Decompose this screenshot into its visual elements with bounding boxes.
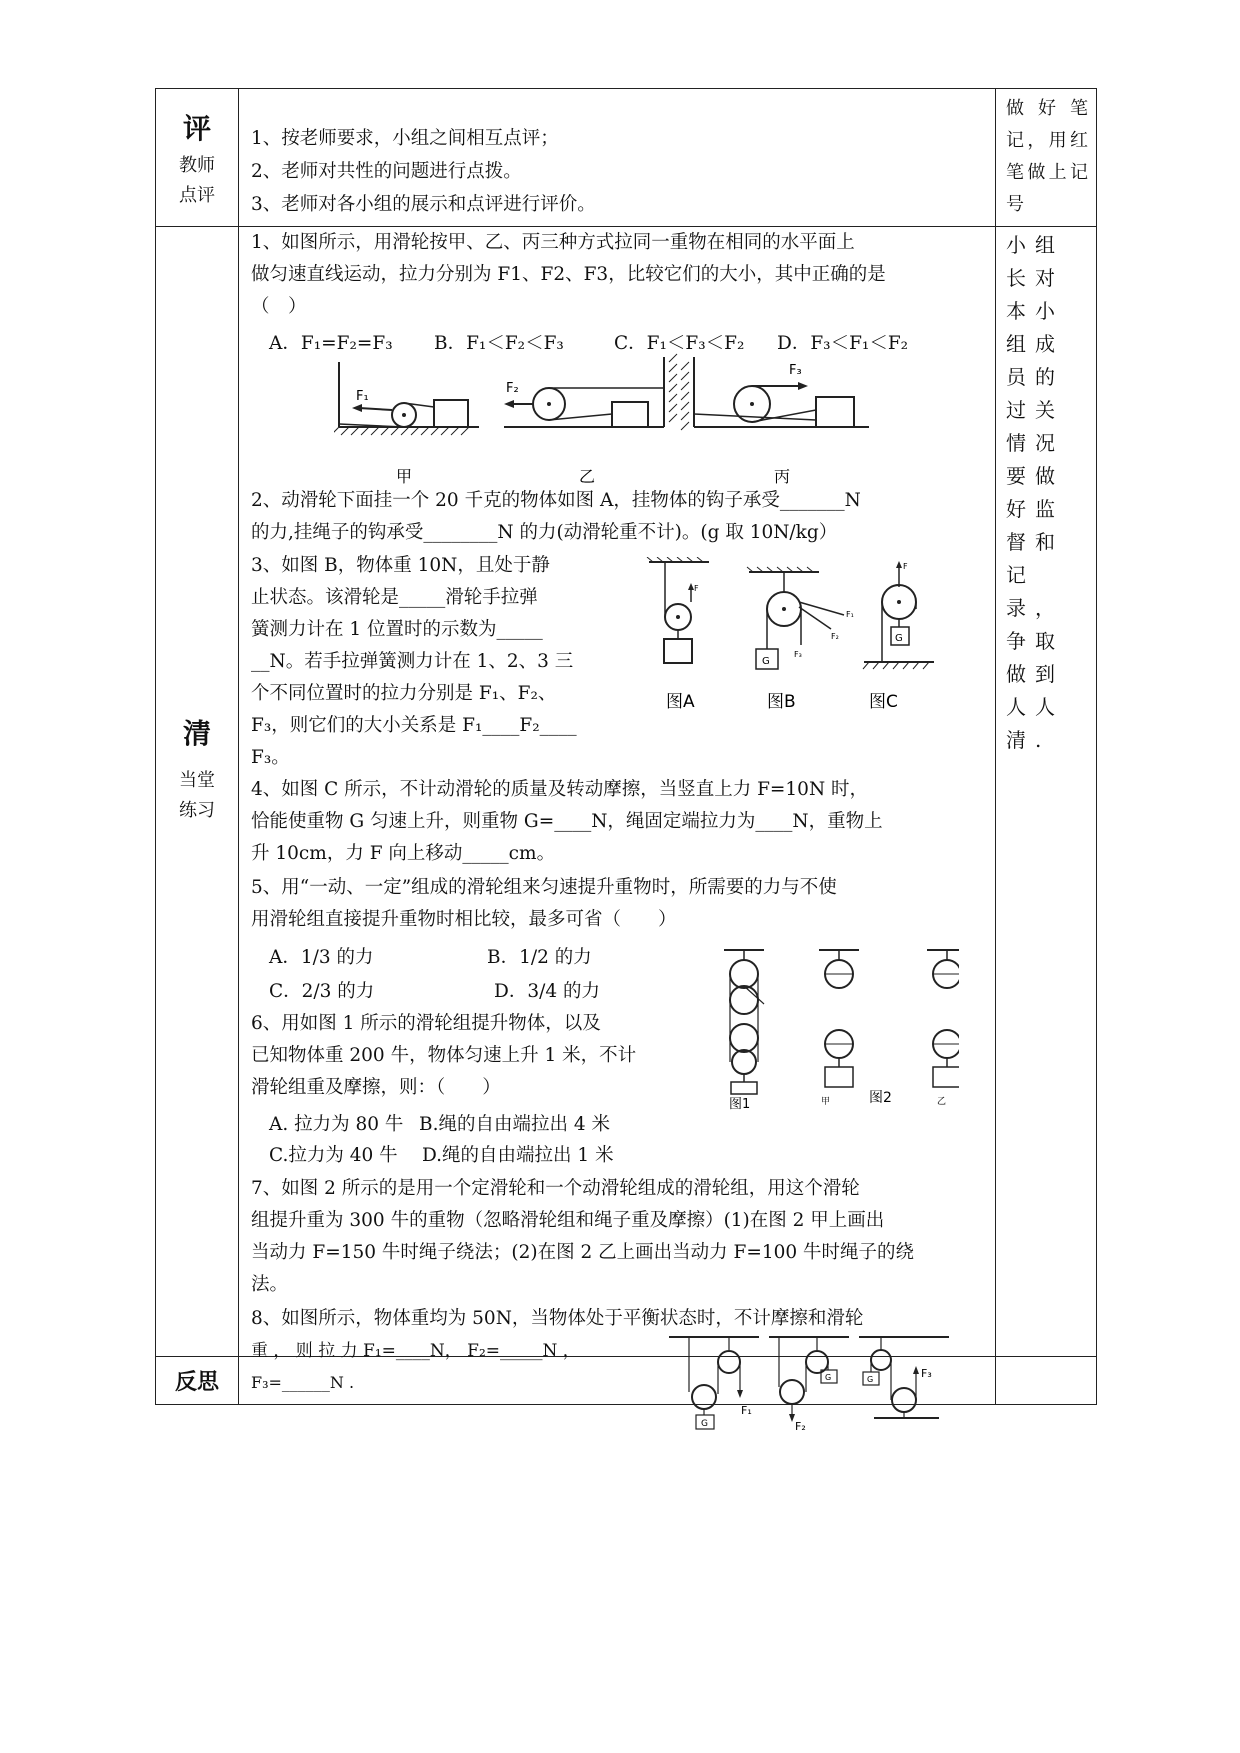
- practice-note: 小组长对本小组成员的过关情况要做好监督和记录，争取做到人人清.: [1006, 233, 1064, 752]
- reflect-note-cell: [996, 1357, 1097, 1405]
- fig-2-jia-label: 甲: [821, 1097, 831, 1107]
- q8-g3-label: G: [867, 1375, 874, 1384]
- review-item-1: 1、按老师要求，小组之间相互点评；: [251, 128, 559, 149]
- q5-line-2: 用滑轮组直接提升重物时相比较，最多可省（ ）: [251, 909, 677, 930]
- fig-2-yi: [927, 950, 959, 1107]
- q6-line-1: 6、用如图 1 所示的滑轮组提升物体，以及: [251, 1013, 601, 1034]
- q3-line-1: 3、如图 B，物体重 10N，且处于静: [251, 555, 550, 576]
- fig-b-f2: F₂: [831, 632, 839, 641]
- q8-g2-label: G: [825, 1373, 832, 1382]
- fig-bing: [681, 357, 869, 486]
- figures-1-2: [709, 942, 959, 1112]
- q6-option-b: B.绳的自由端拉出 4 米: [419, 1114, 611, 1135]
- q7-line-2: 组提升重为 300 牛的重物（忽略滑轮组和绳子重及摩擦）(1)在图 2 甲上画出: [251, 1210, 885, 1231]
- q8-figures: [669, 1332, 959, 1432]
- q5-option-b: B．1/2 的力: [487, 947, 592, 968]
- fig-label-yi: 乙: [579, 467, 596, 486]
- q8-fig-1: [669, 1337, 759, 1429]
- practice-title: 清: [182, 717, 211, 750]
- fig-2-yi-label: 乙: [937, 1097, 947, 1107]
- q4-line-2: 恰能使重物 G 匀速上升，则重物 G=____N，绳固定端拉力为____N，重物上: [251, 811, 883, 832]
- fig-b: [747, 567, 854, 712]
- q6-line-3: 滑轮组重及摩擦，则：（ ）: [251, 1077, 501, 1098]
- fig-c: [863, 561, 934, 712]
- q6-line-2: 已知物体重 200 牛，物体匀速上升 1 米，不计: [251, 1045, 637, 1066]
- review-cell: [156, 89, 239, 227]
- fig-c-label: 图C: [869, 692, 898, 712]
- q1-line-2: 做匀速直线运动，拉力分别为 F1、F2、F3，比较它们的大小，其中正确的是: [251, 264, 886, 285]
- q8-f2-label: F₂: [795, 1420, 806, 1432]
- q4-line-3: 升 10cm，力 F 向上移动_____cm。: [251, 843, 556, 864]
- fig-b-label: 图B: [767, 692, 796, 712]
- force-label-f2: F₂: [506, 381, 519, 396]
- q8-fig-3: [859, 1337, 949, 1418]
- q5-option-d: D．3/4 的力: [494, 981, 600, 1002]
- q4-line-1: 4、如图 C 所示，不计动滑轮的质量及转动摩擦，当竖直上力 F=10N 时，: [251, 779, 869, 800]
- q7-line-1: 7、如图 2 所示的是用一个定滑轮和一个动滑轮组成的滑轮组，用这个滑轮: [251, 1178, 860, 1199]
- fig-jia: [334, 362, 479, 486]
- fig-a-force: F: [694, 584, 699, 593]
- q5-option-c: C．2/3 的力: [269, 981, 375, 1002]
- reflect-cell: [156, 1357, 239, 1405]
- practice-cell: [156, 227, 239, 1357]
- q8-line-3: F₃=______N .: [251, 1373, 355, 1392]
- q1-option-d: D．F₃＜F₁＜F₂: [777, 333, 909, 354]
- review-item-3: 3、老师对各小组的展示和点评进行评价。: [251, 194, 596, 215]
- q8-fig-2: [769, 1337, 849, 1432]
- q8-line-1: 8、如图所示，物体重均为 50N，当物体处于平衡状态时，不计摩擦和滑轮: [251, 1308, 864, 1329]
- fig-label-jia: 甲: [396, 467, 413, 486]
- review-sub2: 点评: [179, 185, 215, 206]
- q1-line-3: （ ）: [251, 296, 307, 317]
- q5-line-1: 5、用“一动、一定”组成的滑轮组来匀速提升重物时，所需要的力与不使: [251, 877, 837, 898]
- fig-2-jia: [819, 950, 859, 1107]
- fig-a-label: 图A: [666, 692, 695, 712]
- worksheet-table: [155, 88, 1097, 1432]
- q2-line-1: 2、动滑轮下面挂一个 20 千克的物体如图 A，挂物体的钩子承受_______N: [251, 490, 861, 511]
- fig-c-force: F: [903, 562, 908, 571]
- q6-option-a: A. 拉力为 80 牛: [269, 1114, 404, 1135]
- q8-f1-label: F₁: [741, 1404, 752, 1417]
- q3-line-2: 止状态。该滑轮是_____滑轮手拉弹: [251, 587, 538, 608]
- force-label-f3: F₃: [789, 363, 802, 378]
- q1-option-a: A．F₁=F₂=F₃: [269, 333, 393, 354]
- q8-f3-label: F₃: [921, 1367, 932, 1380]
- q3-line-5: 个不同位置时的拉力分别是 F₁、F₂、: [251, 683, 557, 704]
- q8-line-2: 重 ， 则 拉 力 F₁=____N， F₂=_____N ，: [251, 1341, 580, 1361]
- q8-g1-label: G: [701, 1419, 708, 1429]
- fig-1: [724, 950, 764, 1112]
- practice-sub1: 当堂: [179, 770, 215, 791]
- q7-line-3: 当动力 F=150 牛时绳子绕法；(2)在图 2 乙上画出当动力 F=100 牛时绳子的绕: [251, 1242, 915, 1263]
- review-note: 做好笔记，用红笔做上记号: [1006, 98, 1088, 215]
- fig-1-label: 图1: [729, 1097, 751, 1112]
- fig-label-bing: 丙: [774, 467, 791, 486]
- q1-option-c: C．F₁＜F₃＜F₂: [614, 333, 745, 354]
- q2-line-2: 的力,挂绳子的钩承受________N 的力(动滑轮重不计)。(g 取 10N/kg）: [251, 522, 838, 543]
- practice-sub2: 练习: [179, 800, 215, 821]
- practice-note-cell: [996, 227, 1097, 1357]
- q6-option-d: D.绳的自由端拉出 1 米: [422, 1145, 614, 1166]
- fig-b-f1: F₁: [846, 610, 854, 619]
- q3-line-3: 簧测力计在 1 位置时的示数为_____: [251, 619, 543, 640]
- review-item-2: 2、老师对共性的问题进行点拨。: [251, 161, 522, 182]
- fig-c-weight: G: [895, 633, 903, 644]
- q3-line-4: __N。若手拉弹簧测力计在 1、2、3 三: [251, 651, 574, 672]
- review-note-cell: [996, 89, 1097, 227]
- fig-yi: [504, 354, 677, 486]
- practice-content: [239, 227, 996, 1432]
- q6-option-c: C.拉力为 40 牛: [269, 1145, 398, 1166]
- force-label-f1: F₁: [356, 389, 369, 404]
- review-title: 评: [182, 112, 211, 145]
- review-content: [239, 89, 996, 227]
- q1-line-1: 1、如图所示，用滑轮按甲、乙、丙三种方式拉同一重物在相同的水平面上: [251, 232, 855, 253]
- q1-figures: [334, 352, 924, 487]
- q3-line-7: F₃。: [251, 747, 290, 768]
- fig-b-weight: G: [762, 656, 770, 667]
- q1-option-b: B．F₁＜F₂＜F₃: [434, 333, 564, 354]
- q3-line-6: F₃，则它们的大小关系是 F₁____F₂____: [251, 715, 577, 736]
- figures-abc: [639, 557, 939, 712]
- q7-line-4: 法。: [251, 1274, 289, 1295]
- fig-b-f3: F₃: [794, 650, 802, 659]
- q5-option-a: A．1/3 的力: [269, 947, 374, 968]
- reflect-title: 反思: [174, 1370, 219, 1395]
- fig-2-label: 图2: [869, 1090, 892, 1106]
- fig-a: [647, 557, 709, 712]
- review-sub1: 教师: [179, 155, 215, 176]
